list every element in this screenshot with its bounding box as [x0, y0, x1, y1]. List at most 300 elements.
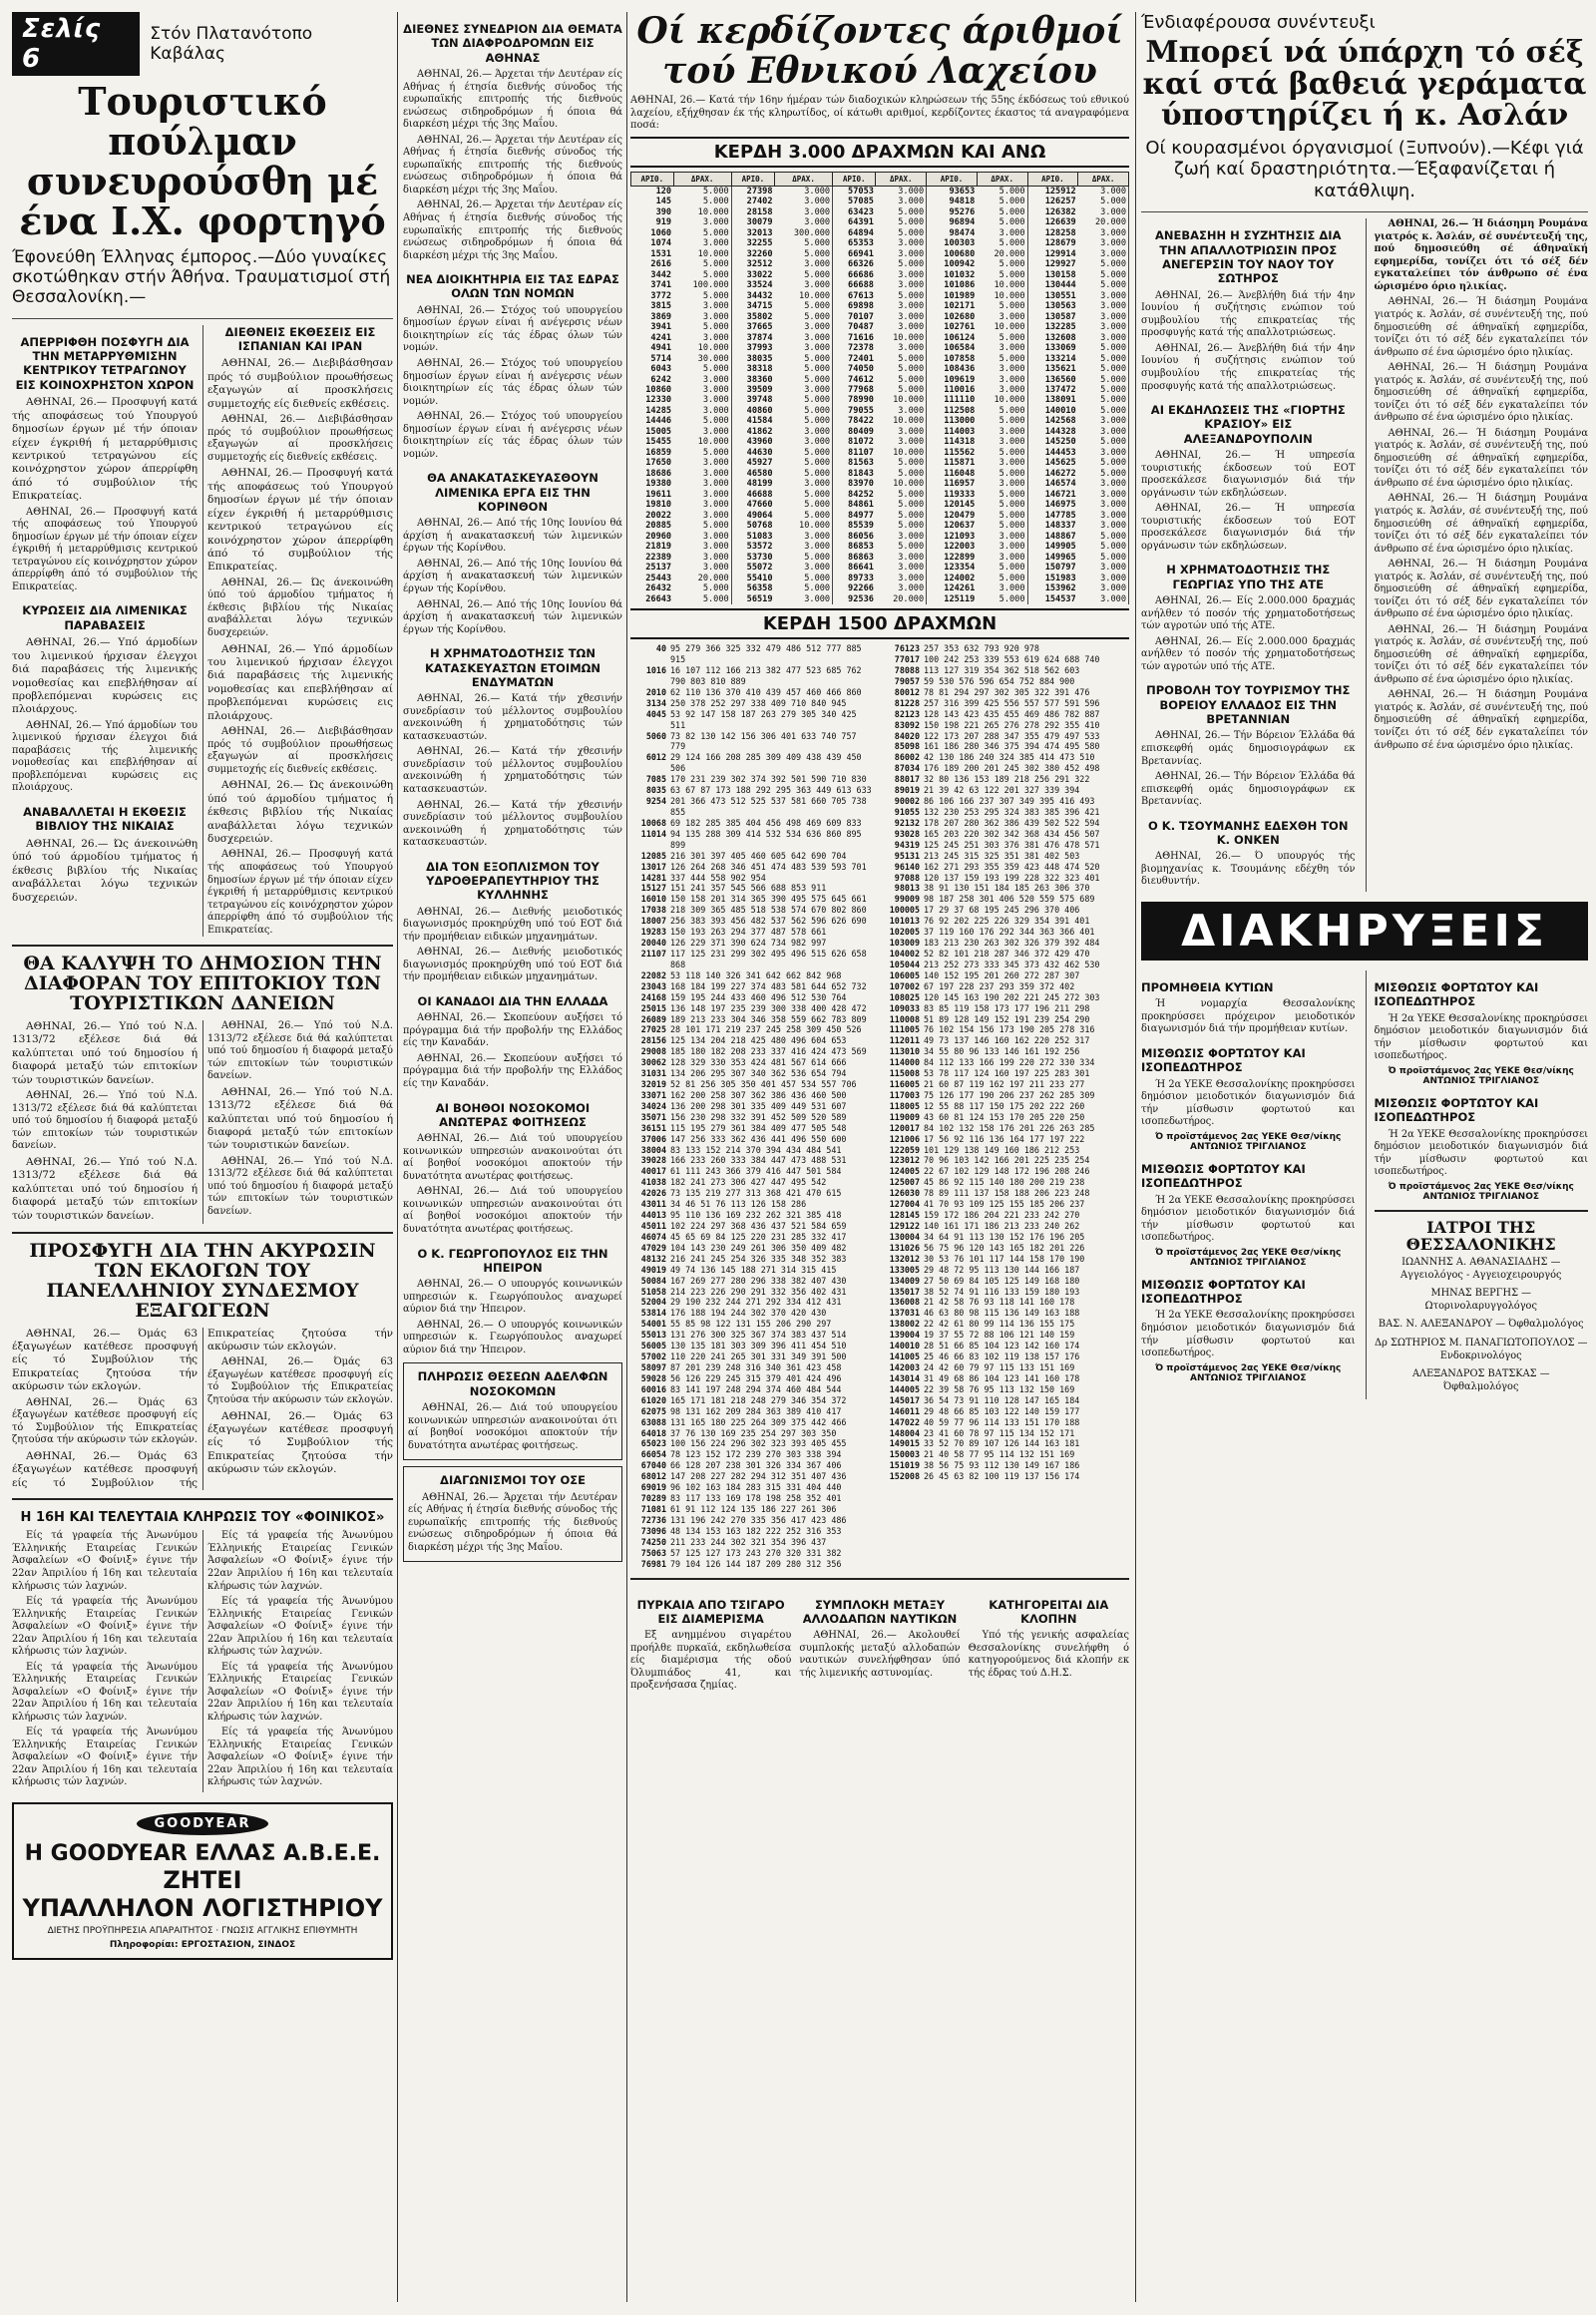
prize-amount: 10.000: [876, 448, 927, 458]
prize-amount: 3.000: [775, 532, 833, 542]
list-item: [630, 1504, 876, 1515]
ticket-number: 78422: [848, 416, 874, 427]
ticket-base: 127004: [889, 1199, 920, 1210]
prize-amount: 5.000: [876, 259, 927, 269]
list-item: [630, 731, 876, 753]
ticket-base: 36151: [640, 1122, 666, 1133]
list-item: [884, 970, 1129, 981]
prize-amount: 3.000: [876, 238, 927, 248]
column-left: [12, 12, 393, 1960]
ticket-number: 3941: [650, 322, 672, 333]
article-body-cont: ΑΘΗΝΑΙ, 26.— Υπό τού Ν.Δ. 1313/72 εξέλεσε διά θά καλύπτεται υπό τού δημοσίου ή διαφορά μεταξύ τών επιτοκίων τών τουριστικών δανείων.: [207, 1019, 393, 1082]
prize-amount: 3.000: [1078, 500, 1129, 510]
ticket-endings: 28 101 171 219 237 245 258 309 450 526: [670, 1024, 862, 1035]
ticket-number: 145250: [1044, 437, 1076, 448]
list-item: [884, 981, 1129, 992]
ticket-endings: 37 119 160 176 292 344 363 366 401: [924, 927, 1095, 938]
ticket-base: 137031: [889, 1308, 920, 1319]
ticket-endings: 256 383 393 456 482 537 562 596 626 690: [670, 916, 867, 927]
article-body-cont: ΑΘΗΝΑΙ, 26.— Ο υπουργός κοινωνικών υπηρεσιών κ. Γεωργόπουλος αναχωρεί αύριον διά την Ήπειρον.: [403, 1319, 622, 1355]
ticket-base: 99009: [894, 894, 920, 905]
article-body-cont: ΑΘΗΝΑΙ, 26.— Διεβιβάσθησαν πρός τό συμβούλιον προωθήσεως εξαγωγών αί προσκλήσεις συμμετοχής είς διεθνείς εκθέσεις.: [207, 726, 393, 775]
ticket-endings: 95 279 366 325 332 479 486 512 777 885 915: [670, 643, 862, 665]
ticket-number: 38318: [746, 364, 773, 375]
list-item: [884, 643, 1129, 654]
table-row: [631, 333, 1129, 343]
col-header-amount: ΔΡΑΧ.: [775, 172, 833, 186]
small-prizes-right: [884, 643, 1129, 1569]
ticket-number: 111110: [944, 395, 976, 406]
ticket-endings: 31 49 68 86 104 123 141 160 178: [924, 1372, 1080, 1383]
ticket-number: 101032: [944, 269, 976, 280]
divider: [1375, 1210, 1589, 1212]
article-body-cont: Είς τά γραφεία τής Άνωνύμου Έλληνικής Εταιρείας Γενικών Άσφαλείων «Ο Φοίνιξ» έγινε τήν 22αν Άπριλίου ή 16η και τελευταία κλήρωσις τών λαχνών.: [12, 1661, 198, 1723]
list-item: [630, 1297, 876, 1308]
ticket-endings: 166 233 260 333 384 447 473 488 531: [670, 1155, 847, 1166]
ticket-endings: 22 67 102 129 148 172 196 208 246: [924, 1166, 1090, 1177]
table-row: [631, 354, 1129, 364]
column-rule: [1135, 12, 1136, 2302]
ticket-endings: 86 106 166 237 307 349 395 416 493: [924, 796, 1095, 807]
table-row: [631, 259, 1129, 269]
ticket-number: 153962: [1044, 583, 1076, 594]
ticket-number: 57085: [848, 196, 874, 207]
ticket-base: 16010: [640, 894, 666, 905]
ticket-base: 108025: [889, 991, 920, 1002]
col-header-number: ΑΡΙΘ.: [927, 172, 978, 186]
article-body: ΑΘΗΝΑΙ, 26.— Άνεβλήθη διά τήν 4ην Ιουνίου ή συζήτησις ενώπιον τού συμβουλίου τής επικρατείας τής προσφυγής κατά τής απαλλοτριώσεως.: [1141, 289, 1356, 339]
article-body: ΑΘΗΝΑΙ, 26.— Υπό τού Ν.Δ. 1313/72 εξέλεσε διά θά καλύπτεται υπό τού δημοσίου ή διαφορά μεταξύ τών επιτοκίων τών τουριστικών δανείων.: [12, 1019, 198, 1086]
ticket-base: 56005: [640, 1341, 666, 1351]
prize-amount: 3.000: [977, 437, 1027, 447]
list-item: [630, 1438, 876, 1449]
ticket-base: 120017: [889, 1122, 920, 1133]
ticket-number: 114003: [944, 426, 976, 437]
ticket-base: 129122: [889, 1221, 920, 1232]
list-item: [630, 1123, 876, 1134]
ticket-base: 126030: [889, 1188, 920, 1199]
ticket-base: 45011: [640, 1221, 666, 1232]
ticket-number: 146272: [1044, 468, 1076, 479]
ticket-number: 144328: [1044, 426, 1076, 437]
list-item: [630, 785, 876, 796]
ticket-endings: 110 220 241 265 301 331 349 391 500: [670, 1351, 847, 1362]
ticket-number: 5714: [650, 353, 672, 364]
ticket-number: 135621: [1044, 364, 1076, 375]
list-item: [884, 1243, 1129, 1254]
ticket-base: 152008: [889, 1471, 920, 1482]
ticket-base: 31031: [640, 1068, 666, 1079]
ticket-number: 84861: [848, 500, 874, 511]
article-title: ΣΥΜΠΛΟΚΗ ΜΕΤΑΞΥ ΑΛΛΟΔΑΠΩΝ ΝΑΥΤΙΚΩΝ: [802, 1597, 958, 1626]
small-prizes-left: [630, 643, 876, 1569]
ticket-number: 390: [655, 206, 672, 217]
ticket-endings: 84 112 133 166 199 220 272 330 334: [924, 1057, 1095, 1068]
lottery-small-prizes: [630, 643, 1129, 1569]
notice-body: Ή 2α ΥΕΚΕ Θεσσαλονίκης προκηρύσσει δημόσιον μειοδοτικόν διαγωνισμόν διά τήν μίσθωσιν φορτωτού και ισοπεδωτήρος.: [1374, 1012, 1588, 1062]
ticket-number: 74050: [848, 364, 874, 375]
ticket-endings: 17 29 37 68 195 245 296 370 406: [924, 905, 1080, 916]
prize-amount: 3.000: [673, 427, 731, 437]
prize-amount: 5.000: [1078, 437, 1129, 447]
notice-signature: Ό προϊστάμενος 2ας ΥΕΚΕ Θεσ/νίκης ΑΝΤΩΝΙΟΣ ΤΡΙΓΛΙΑΝΟΣ: [1155, 1131, 1342, 1152]
prize-amount: 3.000: [876, 322, 927, 332]
list-item: [884, 774, 1129, 785]
ticket-base: 119009: [889, 1111, 920, 1122]
list-item: [630, 829, 876, 851]
table-row: [631, 343, 1129, 353]
prize-amount: 5.000: [673, 259, 731, 269]
list-item: [884, 1101, 1129, 1112]
ticket-endings: 150 158 201 314 365 390 495 575 645 661: [670, 894, 867, 905]
ticket-base: 61020: [640, 1394, 666, 1405]
prize-amount: 5.000: [775, 406, 833, 416]
list-item: [884, 1406, 1129, 1417]
ticket-base: 38004: [640, 1144, 666, 1155]
ticket-number: 154537: [1044, 593, 1076, 604]
prize-amount: 10.000: [673, 343, 731, 353]
divider: [12, 318, 393, 319]
ticket-endings: 257 316 399 425 556 557 577 591 596: [924, 697, 1100, 708]
article-body-cont: ΑΘΗΝΑΙ, 26.— Προσφυγή κατά τής αποφάσεως τού Υπουργού δημοσίων έργων μέ τήν όποιαν είχεν έγκριθή ή μεταρρύθμισις κεντρικού τετραγώνου είς κοινόχρηστον χώρον άπερρίφθη άπό τό συμβούλιον τής Επικρατείας.: [207, 467, 393, 574]
ticket-base: 62075: [640, 1405, 666, 1416]
list-item: [884, 763, 1129, 774]
list-item: [630, 643, 876, 665]
ticket-base: 78088: [894, 665, 920, 675]
ticket-number: 126639: [1044, 217, 1076, 228]
main-headline: Τουριστικό πούλμαν συνευρούσθη μέ ένα Ι.Χ. φορτηγό: [19, 79, 386, 243]
ticket-number: 140010: [1044, 405, 1076, 416]
list-item: [884, 1384, 1129, 1395]
list-item: [630, 796, 876, 818]
ticket-number: 137472: [1044, 384, 1076, 395]
prize-amount: 5.000: [977, 594, 1027, 604]
ticket-number: 22389: [645, 552, 672, 563]
prize-amount: 3.000: [977, 458, 1027, 468]
article-body-cont: ΑΘΗΝΑΙ, 26.— Υπό τού Ν.Δ. 1313/72 εξέλεσε διά θά καλύπτεται υπό τού δημοσίου ή διαφορά μεταξύ τών επιτοκίων τών τουριστικών δανείων.: [12, 1090, 198, 1152]
ticket-number: 110016: [944, 384, 976, 395]
ticket-number: 32260: [746, 248, 773, 259]
article-title: ΑΝΑΒΑΛΛΕΤΑΙ Η ΕΚΘΕΣΙΣ ΒΙΒΛΙΟΥ ΤΗΣ ΝΙΚΑΙΑΣ: [23, 805, 187, 834]
list-item: [630, 873, 876, 884]
prize-amount: 5.000: [876, 385, 927, 395]
prize-amount: 5.000: [775, 270, 833, 280]
prize-amount: 10.000: [775, 521, 833, 531]
list-item: [630, 1406, 876, 1417]
prize-amount: 5.000: [1078, 196, 1129, 206]
table-row: [631, 553, 1129, 563]
ticket-endings: 83 85 119 158 173 177 196 211 298: [924, 1002, 1090, 1013]
prize-amount: 5.000: [673, 583, 731, 593]
prize-amount: 5.000: [775, 375, 833, 385]
prize-amount: 3.000: [673, 301, 731, 311]
notice-body: Ή νομαρχία Θεσσαλονίκης προκηρύσσει πρόχειρον μειοδοτικόν διαγωνισμόν διά τήν προμήθειαν κυτίων.: [1141, 998, 1356, 1035]
ticket-number: 149965: [1044, 552, 1076, 563]
ticket-number: 41584: [746, 416, 773, 427]
ticket-endings: 45 86 92 115 140 180 200 219 238: [924, 1177, 1085, 1188]
notice-signature: Ό προϊστάμενος 2ας ΥΕΚΕ Θεσ/νίκης ΑΝΤΩΝΙΟΣ ΤΡΙΓΛΙΑΝΟΣ: [1388, 1065, 1574, 1086]
ticket-base: 44013: [640, 1210, 666, 1221]
ticket-base: 24168: [640, 991, 666, 1002]
goodyear-ad: [12, 1802, 393, 1960]
brief: [630, 1588, 791, 1696]
ticket-number: 919: [655, 217, 672, 228]
ticket-base: 124005: [889, 1166, 920, 1177]
ticket-base: 144005: [889, 1383, 920, 1394]
ticket-number: 32255: [746, 238, 773, 249]
ticket-base: 14281: [640, 872, 666, 883]
col-header-number: ΑΡΙΘ.: [731, 172, 774, 186]
ticket-base: 102005: [889, 927, 920, 938]
article-columns: [12, 1020, 393, 1224]
prize-amount: 10.000: [977, 280, 1027, 290]
list-item: [630, 1449, 876, 1460]
ticket-endings: 125 245 251 303 376 381 476 478 571: [924, 839, 1100, 850]
article-body-cont: ΑΘΗΝΑΙ, 26.— Προσφυγή κατά τής αποφάσεως τού Υπουργού δημοσίων έργων μέ τήν όποιαν είχεν έγκριθή ή μεταρρύθμισις κεντρικού τετραγώνου είς κοινόχρηστον χώρον άπερρίφθη άπό τό συμβούλιον τής Επικρατείας.: [12, 506, 198, 592]
article-body-cont: ΑΘΗΝΑΙ, 26.— Τήν Βόρειον Έλλάδα θά επισκεφθή ομάς δημοσιογράφων εκ Βρεταννίας.: [1141, 771, 1356, 808]
ticket-base: 19283: [640, 927, 666, 938]
ticket-endings: 136 200 298 301 335 409 449 531 607: [670, 1100, 847, 1111]
list-item: [630, 1003, 876, 1014]
section-badge: Σελίς 6: [12, 12, 140, 76]
list-item: [884, 1276, 1129, 1287]
ticket-number: 122899: [944, 552, 976, 563]
article-body-cont: ΑΘΗΝΑΙ, 26.— Υπό τού Ν.Δ. 1313/72 εξέλεσε διά θά καλύπτεται υπό τού δημοσίου ή διαφορά μεταξύ τών επιτοκίων τών τουριστικών δανείων.: [207, 1085, 393, 1152]
ticket-number: 130587: [1044, 311, 1076, 322]
article-body-cont: ΑΘΗΝΑΙ, 26.— Όμάς 63 έξαγωγέων κατέθεσε προσφυγή είς τό Συμβούλιον τής Επικρατείας ζητούσα τήν ακύρωσιν τών εκλογών.: [207, 1409, 393, 1476]
table-row: [631, 406, 1129, 416]
ticket-endings: 66 128 207 238 301 326 334 367 406: [670, 1460, 842, 1471]
ticket-number: 142568: [1044, 416, 1076, 427]
prize-amount: 3.000: [673, 490, 731, 500]
ticket-endings: 17 56 92 116 136 164 177 197 222: [924, 1133, 1085, 1144]
ticket-endings: 128 143 423 435 455 469 486 782 887: [924, 708, 1100, 719]
ticket-number: 123354: [944, 563, 976, 574]
prize-amount: 5.000: [977, 490, 1027, 500]
prize-amount: 3.000: [775, 207, 833, 217]
ticket-endings: 150 198 221 265 276 278 292 355 410: [924, 719, 1100, 730]
prize-amount: 5.000: [673, 594, 731, 604]
ticket-number: 86863: [848, 552, 874, 563]
article-body-cont: ΑΘΗΝΑΙ, 26.— Όμάς 63 έξαγωγέων κατέθεσε προσφυγή είς τό Συμβούλιον τής Επικρατείας ζητούσα τήν ακύρωσιν τών εκλογών.: [12, 1396, 198, 1446]
ad-line: ΖΗΤΕΙ: [163, 1866, 242, 1894]
ticket-base: 87034: [894, 763, 920, 774]
prize-amount: 3.000: [1078, 511, 1129, 521]
ticket-endings: 29 48 72 95 113 130 144 166 187: [924, 1264, 1080, 1275]
prize-amount: 5.000: [977, 500, 1027, 510]
list-item: [630, 992, 876, 1003]
ticket-base: 151019: [889, 1460, 920, 1471]
ticket-endings: 45 65 69 84 125 220 231 285 332 417: [670, 1231, 847, 1242]
prize-amount: 3.000: [876, 574, 927, 583]
aslan-body: ΑΘΗΝΑΙ, 26.— Ή διάσημη Ρουμάνα γιατρός κ. Άσλάν, σέ συνέντευξή της, πού δημοσιεύθη σέ άθηναϊκή εφημερίδα, τονίζει ότι τό σέξ δέν εγκαταλείπει τόν άνθρωπο σέ ένα ώρισμένο όριο ηλικίας.: [1374, 493, 1588, 555]
ticket-base: 134009: [889, 1275, 920, 1286]
list-item: [884, 654, 1129, 665]
ticket-endings: 131 165 180 225 264 309 375 442 466: [670, 1416, 847, 1427]
table-row: [631, 437, 1129, 447]
list-item: [630, 1134, 876, 1145]
list-item: [630, 752, 876, 774]
ticket-endings: 168 184 199 227 374 483 581 644 652 732: [670, 980, 867, 991]
list-item: [630, 1493, 876, 1504]
list-item: [630, 1526, 876, 1537]
ticket-base: 125007: [889, 1177, 920, 1188]
ticket-number: 147785: [1044, 510, 1076, 521]
prize-amount: 3.000: [1078, 583, 1129, 593]
ticket-endings: 98 131 162 209 284 363 389 410 417: [670, 1405, 842, 1416]
list-item: [884, 698, 1129, 709]
article-body-cont: ΑΘΗΝΑΙ, 26.— Ή υπηρεσία τουριστικής έκδοσεων τού ΕΟΤ προσεκάλεσε διαγωνισμόν διά τήν οργάνωσιν τών εκδηλώσεων.: [1141, 503, 1356, 552]
prize-amount: 5.000: [673, 322, 731, 332]
prize-amount: 3.000: [876, 583, 927, 593]
list-item: [630, 1046, 876, 1057]
ticket-number: 71616: [848, 332, 874, 343]
prize-amount: 300.000: [775, 228, 833, 238]
prize-amount: 3.000: [876, 427, 927, 437]
list-item: [884, 927, 1129, 938]
table-row: [631, 249, 1129, 259]
ticket-number: 6242: [650, 374, 672, 385]
prize-amount: 5.000: [1078, 354, 1129, 364]
ticket-number: 70487: [848, 322, 874, 333]
notices-right: [1366, 970, 1589, 1399]
col-header-number: ΑΡΙΘ.: [1027, 172, 1078, 186]
ticket-number: 92266: [848, 583, 874, 594]
ticket-endings: 140 152 195 201 260 272 287 307: [924, 969, 1080, 980]
prize-amount: 5.000: [977, 196, 1027, 206]
col-header-amount: ΔΡΑΧ.: [977, 172, 1027, 186]
lottery-banner-major: ΚΕΡΔΗ 3.000 ΔΡΑΧΜΩΝ ΚΑΙ ΑΝΩ: [630, 137, 1129, 168]
ticket-number: 65353: [848, 238, 874, 249]
ticket-endings: 151 241 357 545 566 688 853 911: [670, 883, 827, 894]
ticket-endings: 53 92 147 158 187 263 279 305 340 425 511: [670, 708, 857, 730]
bottom-briefs: [630, 1588, 1129, 1696]
ticket-base: 25015: [640, 1002, 666, 1013]
ticket-number: 133069: [1044, 343, 1076, 354]
ticket-base: 46074: [640, 1231, 666, 1242]
ticket-base: 76123: [894, 643, 920, 654]
ticket-number: 25443: [645, 573, 672, 583]
ticket-base: 110008: [889, 1013, 920, 1024]
ticket-number: 146975: [1044, 500, 1076, 511]
article-columns: [12, 1530, 393, 1792]
ticket-endings: 28 51 66 85 104 123 142 160 174: [924, 1341, 1080, 1351]
list-item: [630, 1166, 876, 1177]
article-title: ΑΝΕΒΑΣΗΗ Η ΣΥΖΗΤΗΣΙΣ ΔΙΑ ΤΗΝ ΑΠΑΛΛΟΤΡΙΩΣΙΝ ΠΡΟΣ ΑΝΕΓΕΡΣΙΝ ΤΟΥ ΝΑΟΥ ΤΟΥ ΣΩΤΗΡΟΣ: [1155, 228, 1342, 286]
ticket-base: 132012: [889, 1253, 920, 1264]
article-body-cont: Είς τά γραφεία τής Άνωνύμου Έλληνικής Εταιρείας Γενικών Άσφαλείων «Ο Φοίνιξ» έγινε τήν 22αν Άπριλίου ή 16η και τελευταία κλήρωσις τών λαχνών.: [207, 1596, 393, 1658]
ticket-base: 147022: [889, 1416, 920, 1427]
list-item: [630, 1384, 876, 1395]
ticket-endings: 83 133 152 214 370 394 434 484 541: [670, 1144, 842, 1155]
list-item: [884, 1166, 1129, 1177]
notice-signature: Ό προϊστάμενος 2ας ΥΕΚΕ Θεσ/νίκης ΑΝΤΩΝΙΟΣ ΤΡΙΓΛΙΑΝΟΣ: [1388, 1181, 1574, 1202]
ticket-endings: 150 193 263 294 377 487 578 661: [670, 927, 827, 938]
prize-amount: 5.000: [1078, 385, 1129, 395]
ticket-number: 133214: [1044, 353, 1076, 364]
list-item: [630, 1254, 876, 1265]
ticket-endings: 40 59 77 96 114 133 151 170 188: [924, 1416, 1080, 1427]
prize-amount: 5.000: [876, 375, 927, 385]
list-item: [630, 1308, 876, 1319]
ticket-base: 96140: [894, 861, 920, 872]
list-item: [884, 1177, 1129, 1188]
ticket-endings: 34 46 51 76 113 126 158 286: [670, 1199, 807, 1210]
ticket-base: 104002: [889, 948, 920, 959]
ticket-number: 101086: [944, 280, 976, 291]
ticket-number: 66686: [848, 269, 874, 280]
prize-amount: 3.000: [673, 511, 731, 521]
prize-amount: 5.000: [775, 238, 833, 248]
list-item: [630, 851, 876, 862]
table-row: [631, 427, 1129, 437]
list-item: [630, 927, 876, 938]
article-body: Υπό τής γενικής ασφαλείας Θεσσαλονίκης συνελήφθη ό κατηγορούμενος διά κλοπήν εκ τής έδρας τού Δ.Η.Σ.: [968, 1630, 1129, 1679]
prize-amount: 5.000: [977, 563, 1027, 573]
article-title: Η ΧΡΗΜΑΤΟΔΟΤΗΣΙΣ ΤΗΣ ΓΕΩΡΓΙΑΣ ΥΠΟ ΤΗΣ ΑΤΕ: [1166, 563, 1331, 591]
article-title: ΠΥΡΚΑΙΑ ΑΠΟ ΤΣΙΓΑΡΟ ΕΙΣ ΔΙΑΜΕΡΙΣΜΑ: [636, 1597, 785, 1626]
article-title: ΑΠΕΡΡΙΦΘΗ ΠΟΣΦΥΓΗ ΔΙΑ ΤΗΝ ΜΕΤΑΡΡΥΘΜΙΣΗΝ ΚΕΝΤΡΙΚΟΥ ΤΕΤΡΑΓΩΝΟΥ ΕΙΣ ΚΟΙΝΟΧΡΗΣΤΟΝ ΧΩΡΟΝ: [15, 334, 195, 392]
ticket-base: 2010: [645, 686, 666, 697]
ticket-base: 89019: [894, 785, 920, 796]
ticket-base: 58097: [640, 1362, 666, 1372]
ticket-base: 75063: [640, 1547, 666, 1558]
prize-amount: 3.000: [1078, 291, 1129, 301]
list-item: [884, 829, 1129, 840]
ticket-endings: 27 50 69 84 105 125 149 168 180: [924, 1275, 1080, 1286]
notice-title: ΜΙΣΘΩΣΙΣ ΦΟΡΤΩΤΟΥ ΚΑΙ ΙΣΟΠΕΔΩΤΗΡΟΣ: [1141, 1277, 1306, 1307]
list-item: [884, 840, 1129, 851]
notice-signature: Ό προϊστάμενος 2ας ΥΕΚΕ Θεσ/νίκης ΑΝΤΩΝΙΟΣ ΤΡΙΓΛΙΑΝΟΣ: [1155, 1247, 1342, 1268]
ticket-endings: 75 126 177 190 206 237 262 285 309: [924, 1089, 1095, 1100]
prize-amount: 20.000: [1078, 217, 1129, 227]
ticket-number: 72401: [848, 353, 874, 364]
list-item: [884, 1287, 1129, 1298]
lottery-table-header: [631, 172, 1129, 186]
notice-title: ΜΙΣΘΩΣΙΣ ΦΟΡΤΩΤΟΥ ΚΑΙ ΙΣΟΠΕΔΩΤΗΡΟΣ: [1141, 1045, 1306, 1075]
ticket-number: 39748: [746, 395, 773, 406]
ticket-endings: 170 231 239 302 374 392 501 590 710 830: [670, 774, 867, 785]
ticket-number: 92536: [848, 593, 874, 604]
prize-amount: 5.000: [775, 354, 833, 364]
ticket-base: 97088: [894, 872, 920, 883]
table-row: [631, 469, 1129, 479]
ticket-endings: 29 190 232 244 271 292 334 412 431: [670, 1297, 842, 1308]
ticket-base: 140010: [889, 1341, 920, 1351]
prize-amount: 3.000: [673, 532, 731, 542]
prize-amount: 5.000: [876, 207, 927, 217]
list-item: [884, 1090, 1129, 1101]
ticket-endings: 49 73 137 146 160 162 220 252 317: [924, 1035, 1090, 1046]
ticket-endings: 122 173 207 288 347 355 479 497 533: [924, 730, 1100, 741]
ticket-number: 132608: [1044, 332, 1076, 343]
ticket-base: 4045: [645, 708, 666, 719]
ticket-base: 59028: [640, 1372, 666, 1383]
table-row: [631, 196, 1129, 206]
article-title: Η ΧΡΗΜΑΤΟΔΟΤΗΣΙΣ ΤΩΝ ΚΑΤΑΣΚΕΥΑΣΤΩΝ ΕΤΟΙΜΩΝ ΕΝΔΥΜΑΤΩΝ: [424, 646, 601, 689]
prize-amount: 5.000: [977, 259, 1027, 269]
ticket-number: 112508: [944, 405, 976, 416]
list-item: [884, 1199, 1129, 1210]
ticket-number: 19810: [645, 500, 672, 511]
ticket-endings: 102 224 297 368 436 437 521 584 659: [670, 1221, 847, 1232]
list-item: [630, 1276, 876, 1287]
prize-amount: 10.000: [673, 249, 731, 259]
lottery-intro: ΑΘΗΝΑΙ, 26.— Κατά τήν 16ην ήμέραν τών διαδοχικών κληρώσεων τής 55ης έκδόσεως τού εθνικού λαχείου, εξήχθησαν έκ τής κληρωτίδος, οί κάτωθι αριθμοί, κερδίζοντες έκαστος τά αναγραφόμενα ποσά:: [630, 95, 1129, 132]
list-item: [630, 1351, 876, 1362]
prize-amount: 3.000: [775, 196, 833, 206]
ticket-number: 96894: [949, 217, 976, 228]
